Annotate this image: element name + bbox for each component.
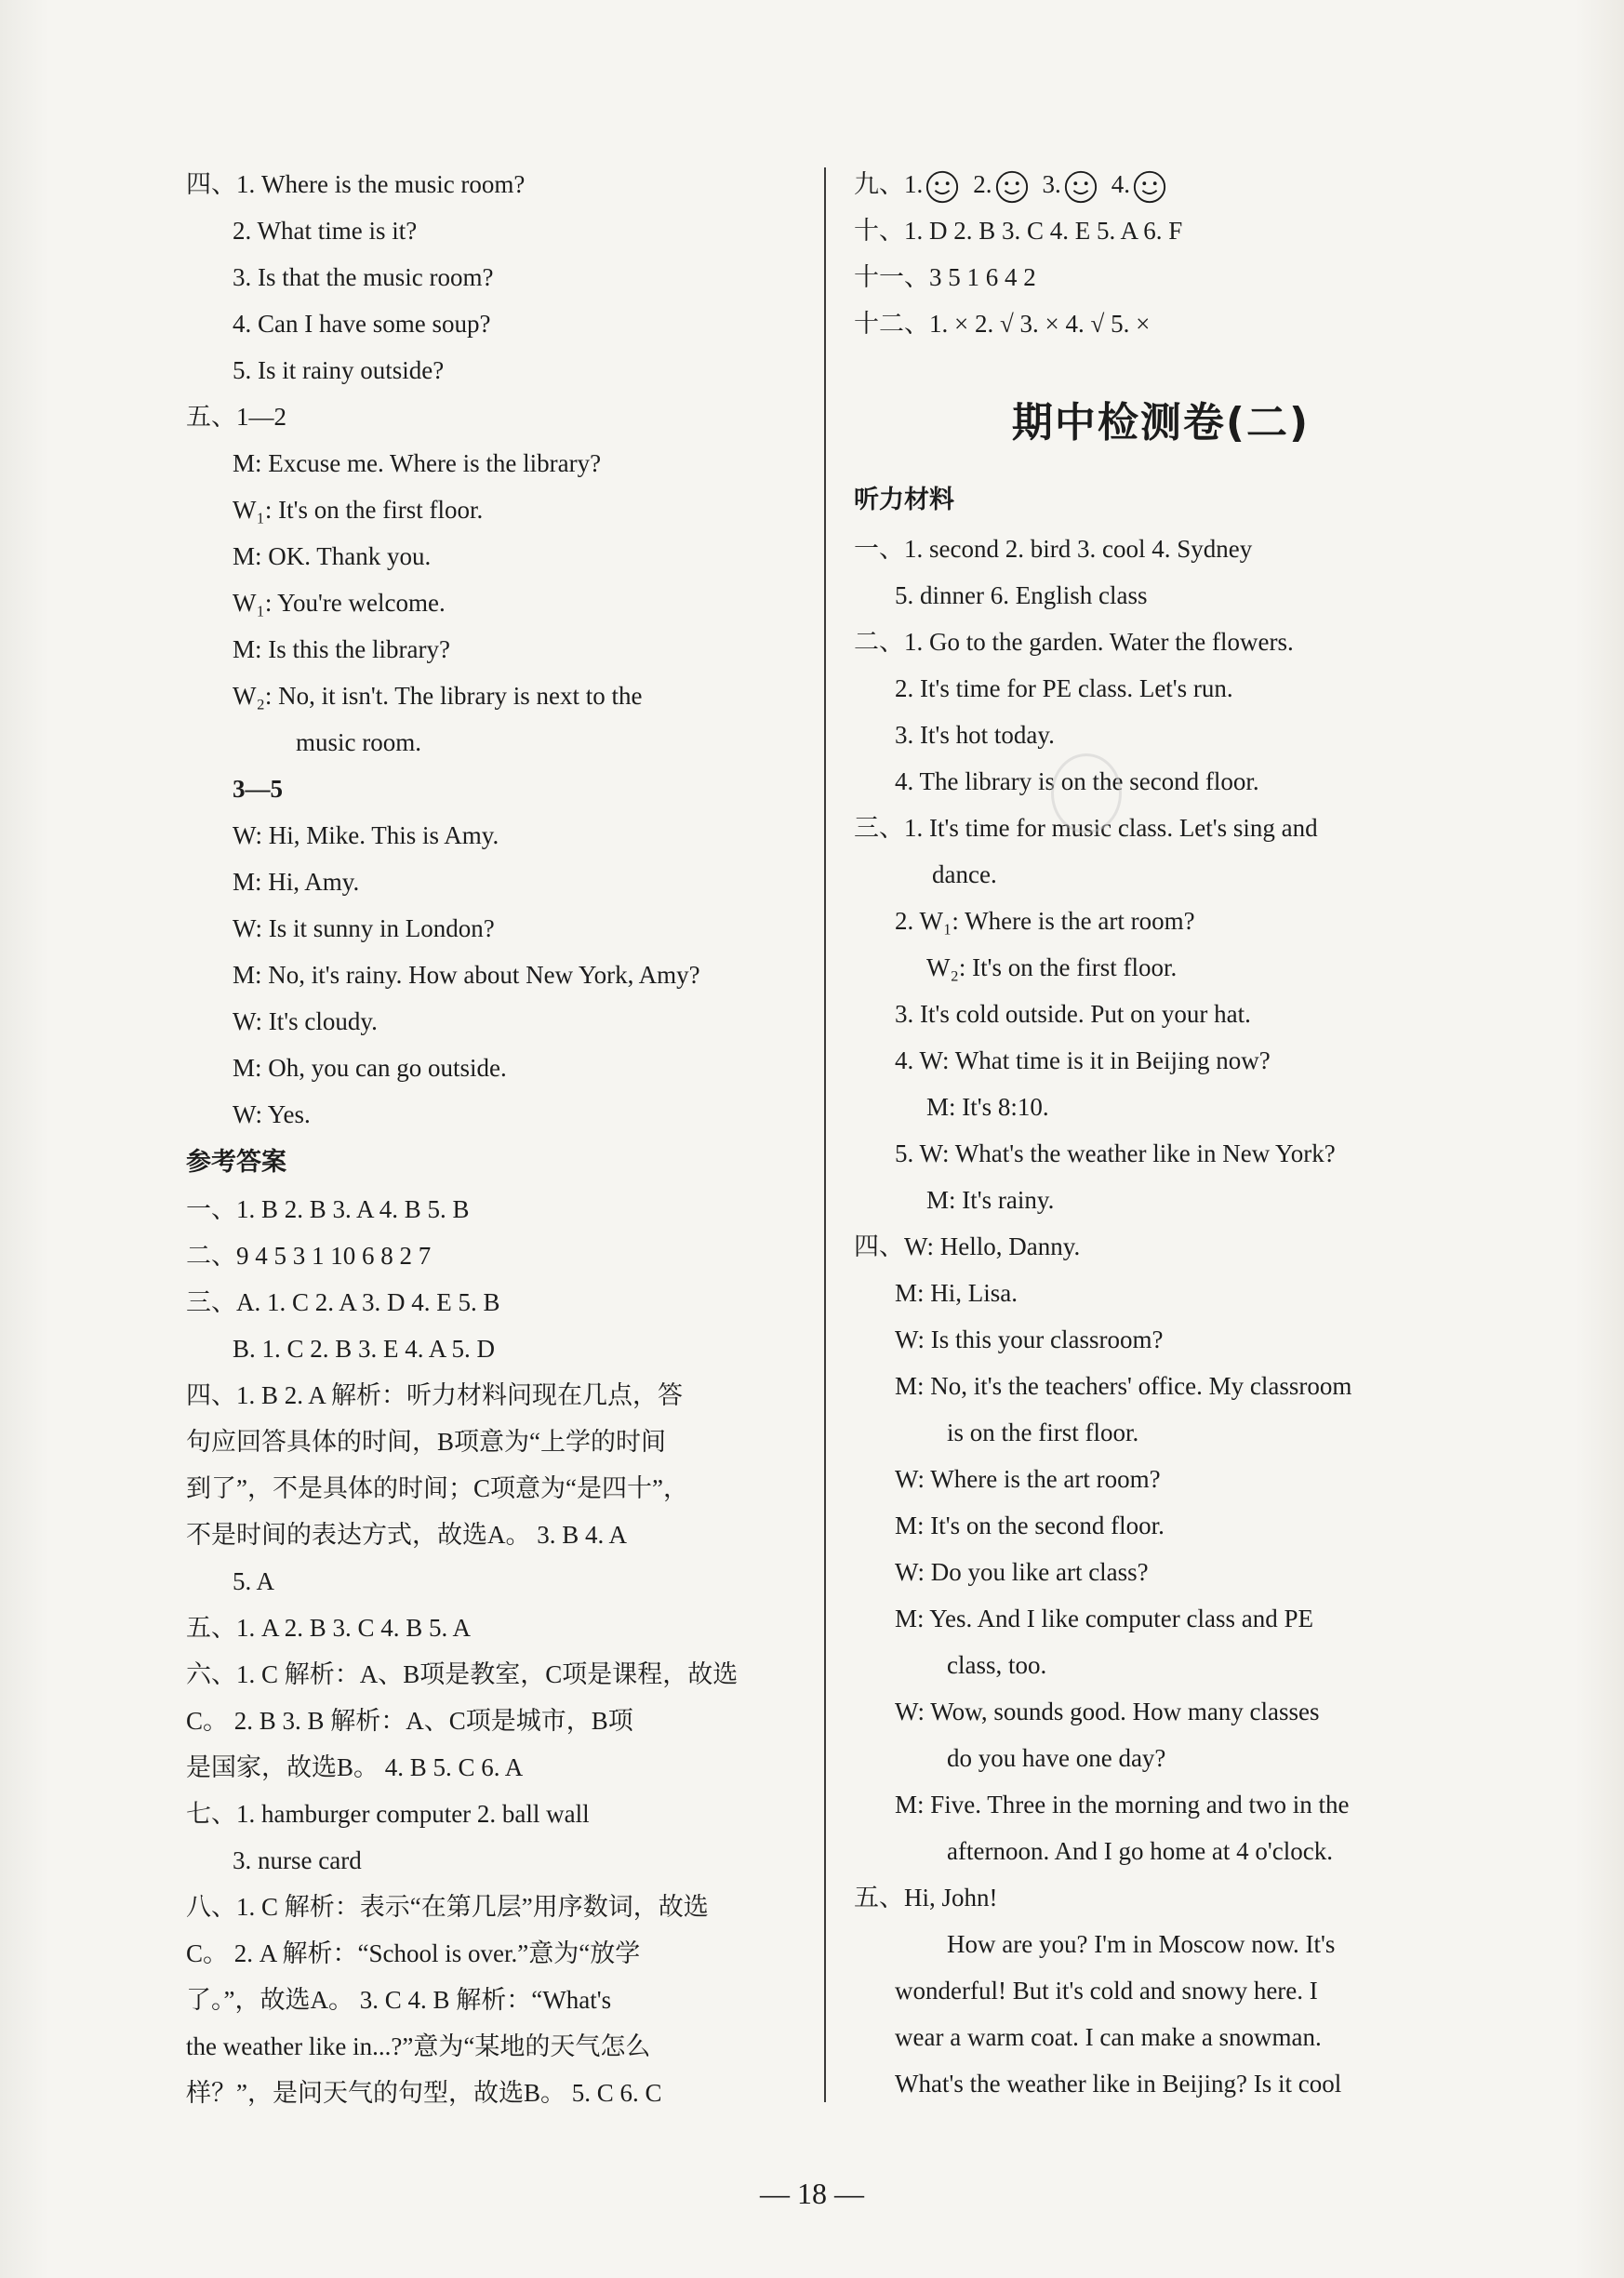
text-line: the weather like in...?”意为“某地的天气怎么: [186, 2032, 651, 2060]
text-line: W: Yes.: [233, 1100, 311, 1128]
text-line: How are you? I'm in Moscow now. It's: [947, 1930, 1336, 1958]
smiley-face-icon: [1132, 169, 1167, 205]
text-line: 2. It's time for PE class. Let's run.: [895, 674, 1233, 702]
text-line: W: Is this your classroom?: [895, 1326, 1164, 1353]
text-line: 一、1. second 2. bird 3. cool 4. Sydney: [854, 535, 1253, 563]
text-line: W: Where is the art room?: [895, 1465, 1161, 1493]
text-line: 四、1. B 2. A 解析：听力材料问现在几点，答: [186, 1381, 684, 1409]
section-title: 期中检测卷(二): [1011, 399, 1311, 446]
text-line: 是国家，故选B。 4. B 5. C 6. A: [186, 1753, 524, 1781]
text-line: 六、1. C 解析：A、B项是教室，C项是课程，故选: [186, 1660, 739, 1688]
text-line: 了。”，故选A。 3. C 4. B 解析：“What's: [186, 1986, 612, 2014]
text-line: 2. W₁: Where is the art room?: [895, 907, 1195, 935]
text-line: M: No, it's rainy. How about New York, Amy?: [233, 961, 700, 989]
text-line: W: Wow, sounds good. How many classes: [895, 1698, 1320, 1725]
text-line: W₁: It's on the first floor.: [233, 496, 484, 524]
text-line: 3. Is that the music room?: [233, 263, 494, 291]
text-line: 二、9 4 5 3 1 10 6 8 2 7: [186, 1242, 432, 1270]
section-heading: 听力材料: [854, 486, 954, 514]
text-line: 3. nurse card: [233, 1846, 362, 1874]
text-line: 十二、1. × 2. √ 3. × 4. √ 5. ×: [854, 310, 1151, 338]
section-heading: 参考答案: [186, 1148, 286, 1177]
text-line: M: It's rainy.: [926, 1186, 1055, 1214]
text-line: M: Oh, you can go outside.: [233, 1054, 507, 1082]
text-line: 到了”，不是具体的时间；C项意为“是四十”，: [186, 1474, 688, 1502]
text-line: 4.: [1111, 170, 1130, 198]
text-line: 四、W: Hello, Danny.: [854, 1232, 1081, 1260]
smiley-answers-row: [854, 166, 1180, 205]
text-line: 4. W: What time is it in Beijing now?: [895, 1046, 1271, 1074]
text-line: 五、Hi, John!: [854, 1884, 998, 1912]
text-line: 五、1—2: [186, 403, 286, 431]
text-line: M: It's 8:10.: [926, 1093, 1049, 1121]
page-number: — 18 —: [760, 2177, 864, 2210]
text-line: W₂: No, it isn't. The library is next to the: [233, 682, 643, 710]
text-line: 5. W: What's the weather like in New York?: [895, 1139, 1336, 1167]
text-line: What's the weather like in Beijing? Is it cool: [895, 2070, 1342, 2098]
text-line: 五、1. A 2. B 3. C 4. B 5. A: [186, 1614, 472, 1642]
text-line: 3. It's cold outside. Put on your hat.: [895, 1000, 1251, 1028]
text-line: class, too.: [947, 1651, 1047, 1679]
text-line: W: It's cloudy.: [233, 1007, 378, 1035]
text-line: 2. What time is it?: [233, 217, 418, 245]
text-line: 一、1. B 2. B 3. A 4. B 5. B: [186, 1195, 470, 1223]
text-line: is on the first floor.: [947, 1419, 1139, 1446]
text-line: W: Do you like art class?: [895, 1558, 1149, 1586]
text-line: W: Is it sunny in London?: [233, 914, 495, 942]
text-line: 十、1. D 2. B 3. C 4. E 5. A 6. F: [854, 217, 1183, 245]
text-line: 八、1. C 解析：表示“在第几层”用序数词，故选: [186, 1893, 709, 1921]
text-line: 九、1.: [854, 170, 924, 198]
text-line: M: Yes. And I like computer class and PE: [895, 1605, 1313, 1632]
smiley-face-icon: [925, 169, 960, 205]
text-line: W₂: It's on the first floor.: [926, 953, 1178, 981]
text-line: 2.: [973, 170, 992, 198]
text-line: M: No, it's the teachers' office. My classroom: [895, 1372, 1352, 1400]
text-line: 5. A: [233, 1567, 275, 1595]
text-line: 四、1. Where is the music room?: [186, 170, 526, 198]
text-line: 5. Is it rainy outside?: [233, 356, 445, 384]
text-line: 样？”，是问天气的句型，故选B。 5. C 6. C: [186, 2079, 662, 2107]
text-line: 三、1. It's time for music class. Let's sing and: [854, 814, 1318, 842]
text-line: wonderful! But it's cold and snowy here. I: [895, 1977, 1318, 2005]
text-line: 3—5: [233, 775, 283, 803]
text-line: 3.: [1042, 170, 1061, 198]
text-line: W: Hi, Mike. This is Amy.: [233, 821, 499, 849]
text-line: music room.: [296, 728, 421, 756]
text-line: 三、A. 1. C 2. A 3. D 4. E 5. B: [186, 1288, 500, 1316]
text-line: M: Hi, Amy.: [233, 868, 360, 896]
smiley-face-icon: [1063, 169, 1098, 205]
text-line: C。 2. B 3. B 解析：A、C项是城市，B项: [186, 1707, 633, 1735]
text-line: M: Five. Three in the morning and two in the: [895, 1791, 1350, 1818]
text-line: wear a warm coat. I can make a snowman.: [895, 2023, 1322, 2051]
text-line: 3. It's hot today.: [895, 721, 1055, 749]
smiley-face-icon: [994, 169, 1030, 205]
text-line: M: Excuse me. Where is the library?: [233, 449, 602, 477]
watermark-stamp: [1051, 753, 1122, 833]
text-line: dance.: [932, 860, 997, 888]
text-line: M: It's on the second floor.: [895, 1512, 1165, 1539]
text-line: M: Hi, Lisa.: [895, 1279, 1018, 1307]
text-line: 七、1. hamburger computer 2. ball wall: [186, 1800, 590, 1828]
text-line: 十一、3 5 1 6 4 2: [854, 263, 1036, 291]
column-divider: [824, 167, 826, 2102]
text-line: 4. Can I have some soup?: [233, 310, 491, 338]
text-line: 5. dinner 6. English class: [895, 581, 1148, 609]
text-line: 二、1. Go to the garden. Water the flowers.: [854, 628, 1294, 656]
text-line: W₁: You're welcome.: [233, 589, 446, 617]
text-line: M: OK. Thank you.: [233, 542, 432, 570]
text-line: C。 2. A 解析：“School is over.”意为“放学: [186, 1939, 641, 1967]
text-line: B. 1. C 2. B 3. E 4. A 5. D: [233, 1335, 496, 1363]
text-line: M: Is this the library?: [233, 635, 450, 663]
text-line: do you have one day?: [947, 1744, 1166, 1772]
text-line: 不是时间的表达方式，故选A。 3. B 4. A: [186, 1521, 628, 1549]
text-line: afternoon. And I go home at 4 o'clock.: [947, 1837, 1334, 1865]
text-line: 句应回答具体的时间，B项意为“上学的时间: [186, 1428, 666, 1456]
text-line: 4. The library is on the second floor.: [895, 767, 1259, 795]
